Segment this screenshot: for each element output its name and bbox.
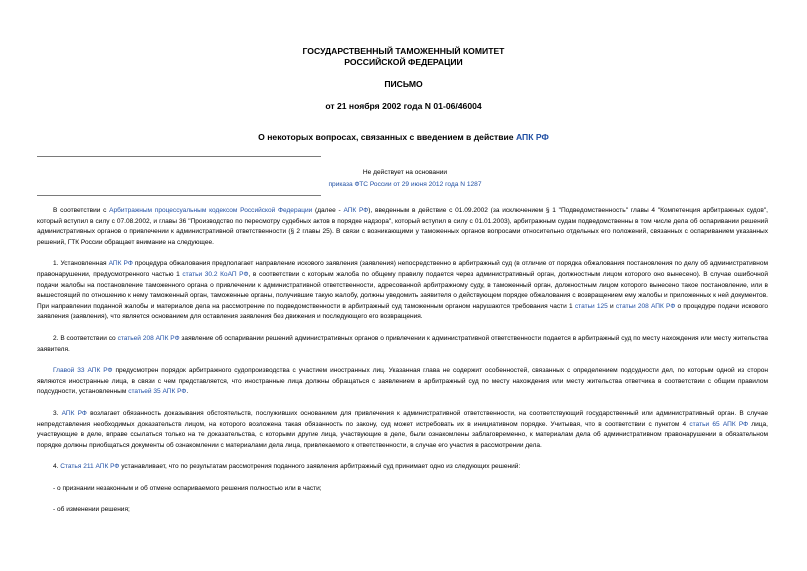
- article-208-link[interactable]: статьи 208 АПК РФ: [615, 302, 676, 310]
- issuer-line-2: РОССИЙСКОЙ ФЕДЕРАЦИИ: [344, 56, 463, 67]
- paragraph-2-cont: [37, 366, 768, 398]
- document-type: ПИСЬМО: [384, 79, 423, 89]
- article-211-link[interactable]: Статья 211 АПК РФ: [60, 463, 120, 471]
- top-divider: [37, 156, 321, 157]
- list-item-annul: - о признании незаконным и об отмене оспариваемого решения полностью или в части;: [53, 484, 322, 492]
- paragraph-intro: [37, 206, 768, 248]
- apk-link[interactable]: АПК РФ: [108, 260, 133, 268]
- text: лица, участвующие в деле, вправе ссылаться только на те доказательства, с которыми другие лица, участвующие в деле, были ознакомлены заблаговременно, к материалам дела об административном правонарушении в обязательном порядке должны приобщаться документы об ознакомлении с материалами дела лица, привлекаемого к ответственности, в случае его участия в рассмотрении дела.: [37, 420, 768, 449]
- title-apk-link[interactable]: АПК РФ: [515, 132, 549, 142]
- article-65-link[interactable]: статьи 65 АПК РФ: [689, 420, 749, 428]
- status-note-text: Не действует на основании: [362, 169, 448, 176]
- text: В соответствии с: [53, 207, 110, 214]
- text: о процедуре подачи искового заявления (заявления), что является основанием для оставления заявления без движения и последующего его возвращения.: [37, 302, 768, 321]
- document-body: [37, 206, 768, 516]
- article-35-link[interactable]: статьей 35 АПК РФ: [128, 388, 187, 396]
- issuer-line-1: ГОСУДАРСТВЕННЫЙ ТАМОЖЕННЫЙ КОМИТЕТ: [302, 46, 505, 56]
- list-item-change: - об изменении решения;: [53, 506, 130, 514]
- koap-article-link[interactable]: статьи 30.2 КоАП РФ: [182, 270, 249, 278]
- article-125-link[interactable]: статьи 125: [574, 302, 608, 310]
- text: ), введенным в действие с 01.09.2002 (за исключением § 1 "Подведомственность" главы 4 "Компетенция арбитражных судов", который вступил в силу с 07.08.2002, и главы 36 "Производство по пересмотру судебных актов в порядке надзора", который вступил в силу с 01.01.2003), арбитражным судам подведомственны в том числе дела об оспаривании решений административных органов о привлечении к административной ответственности (§ 2 главы 25). В связи с возникающими у таможенных органов вопросами относительно отдельных его положений, связанных с оспариванием указанных решений, ГТК России обращает внимание на следующее.: [37, 207, 768, 246]
- text: 4.: [53, 463, 61, 471]
- text: (далее -: [312, 207, 344, 214]
- text: процедура обжалования предполагает направление искового заявления (заявления) непосредственно в арбитражный суд (в отличие от порядка обжалования постановления по делу об административном правонарушении, предусмотренного частью 1: [37, 260, 768, 278]
- document-date-number: от 21 ноября 2002 года N 01-06/46004: [325, 101, 482, 111]
- text: устанавливает, что по результатам рассмотрения поданного заявления арбитражный суд принимает одно из следующих решений:: [119, 463, 521, 471]
- text: возлагает обязанность доказывания обстоятельств, послуживших основанием для привлечения к административной ответственности, на соответствующий государственный или административный орган. В случае непредставления необходимых доказательств лицом, на которого возложена такая обязанность по закону, суд может истребовать их в инициативном порядке. Учитывая, что в соответствии с пунктом 4: [37, 409, 768, 428]
- text: 2. В соответствии со: [53, 334, 118, 342]
- paragraph-4: [37, 462, 768, 473]
- text: 1. Установленная: [53, 260, 109, 268]
- apk-link[interactable]: АПК РФ: [61, 409, 87, 417]
- text: , в соответствии с которым жалоба по общему правилу подается через административный орган, должностным лицом которого оно вынесено). В случае ошибочной подачи жалобы на постановление таможенного органа о привлечении к административной ответственности, адресованной арбитражному суду, в таможенный орган, должностным лицом которого вынесено такое постановление, или в вышестоящий по отношению к нему таможенный орган, таможенные органы, получившие такую жалобу, должны уведомить заявителя о действующем порядке обжалования с возвращением ему жалобы и приложенных к ней документов. При направлении поданной жалобы и материалов дела на рассмотрение по подведомственности в арбитражный суд таможенным органом нарушаются требования части 1: [37, 270, 768, 310]
- paragraph-3: [37, 409, 768, 451]
- bottom-divider: [37, 195, 321, 196]
- issuer-name: [0, 46, 807, 67]
- text: 3.: [53, 409, 62, 417]
- apk-link[interactable]: АПК РФ: [343, 207, 369, 214]
- document-title-text: О некоторых вопросах, связанных с введением в действие: [258, 132, 516, 142]
- status-note: [300, 167, 510, 191]
- text: и: [607, 302, 616, 310]
- apk-code-link[interactable]: Арбитражным процессуальным кодексом Российской Федерации: [109, 207, 313, 214]
- document-title: [0, 132, 807, 143]
- article-208-link[interactable]: статьей 208 АПК РФ: [117, 334, 180, 342]
- text: заявление об оспаривании решений административных органов о привлечении к административной ответственности подается в арбитражный суд по месту нахождения или месту жительства заявителя.: [37, 334, 768, 353]
- paragraph-2: [37, 334, 768, 355]
- text: предусмотрен порядок арбитражного судопроизводства с участием иностранных лиц. Указанная глава не содержит особенностей, связанных с определением подсудности дел, по которым одной из сторон являются иностранные лица, в связи с чем представляется, что иностранные лица должны обращаться с заявлением в арбитражный суд по месту нахождения или месту жительства ответчика в соответствии с общим правилом подсудности, установленным: [37, 367, 768, 396]
- chapter-33-link[interactable]: Главой 33 АПК РФ: [53, 367, 113, 375]
- paragraph-1: [37, 259, 768, 323]
- status-note-link[interactable]: приказа ФТС России от 29 июня 2012 года N 1287: [328, 181, 482, 188]
- text: .: [186, 388, 189, 396]
